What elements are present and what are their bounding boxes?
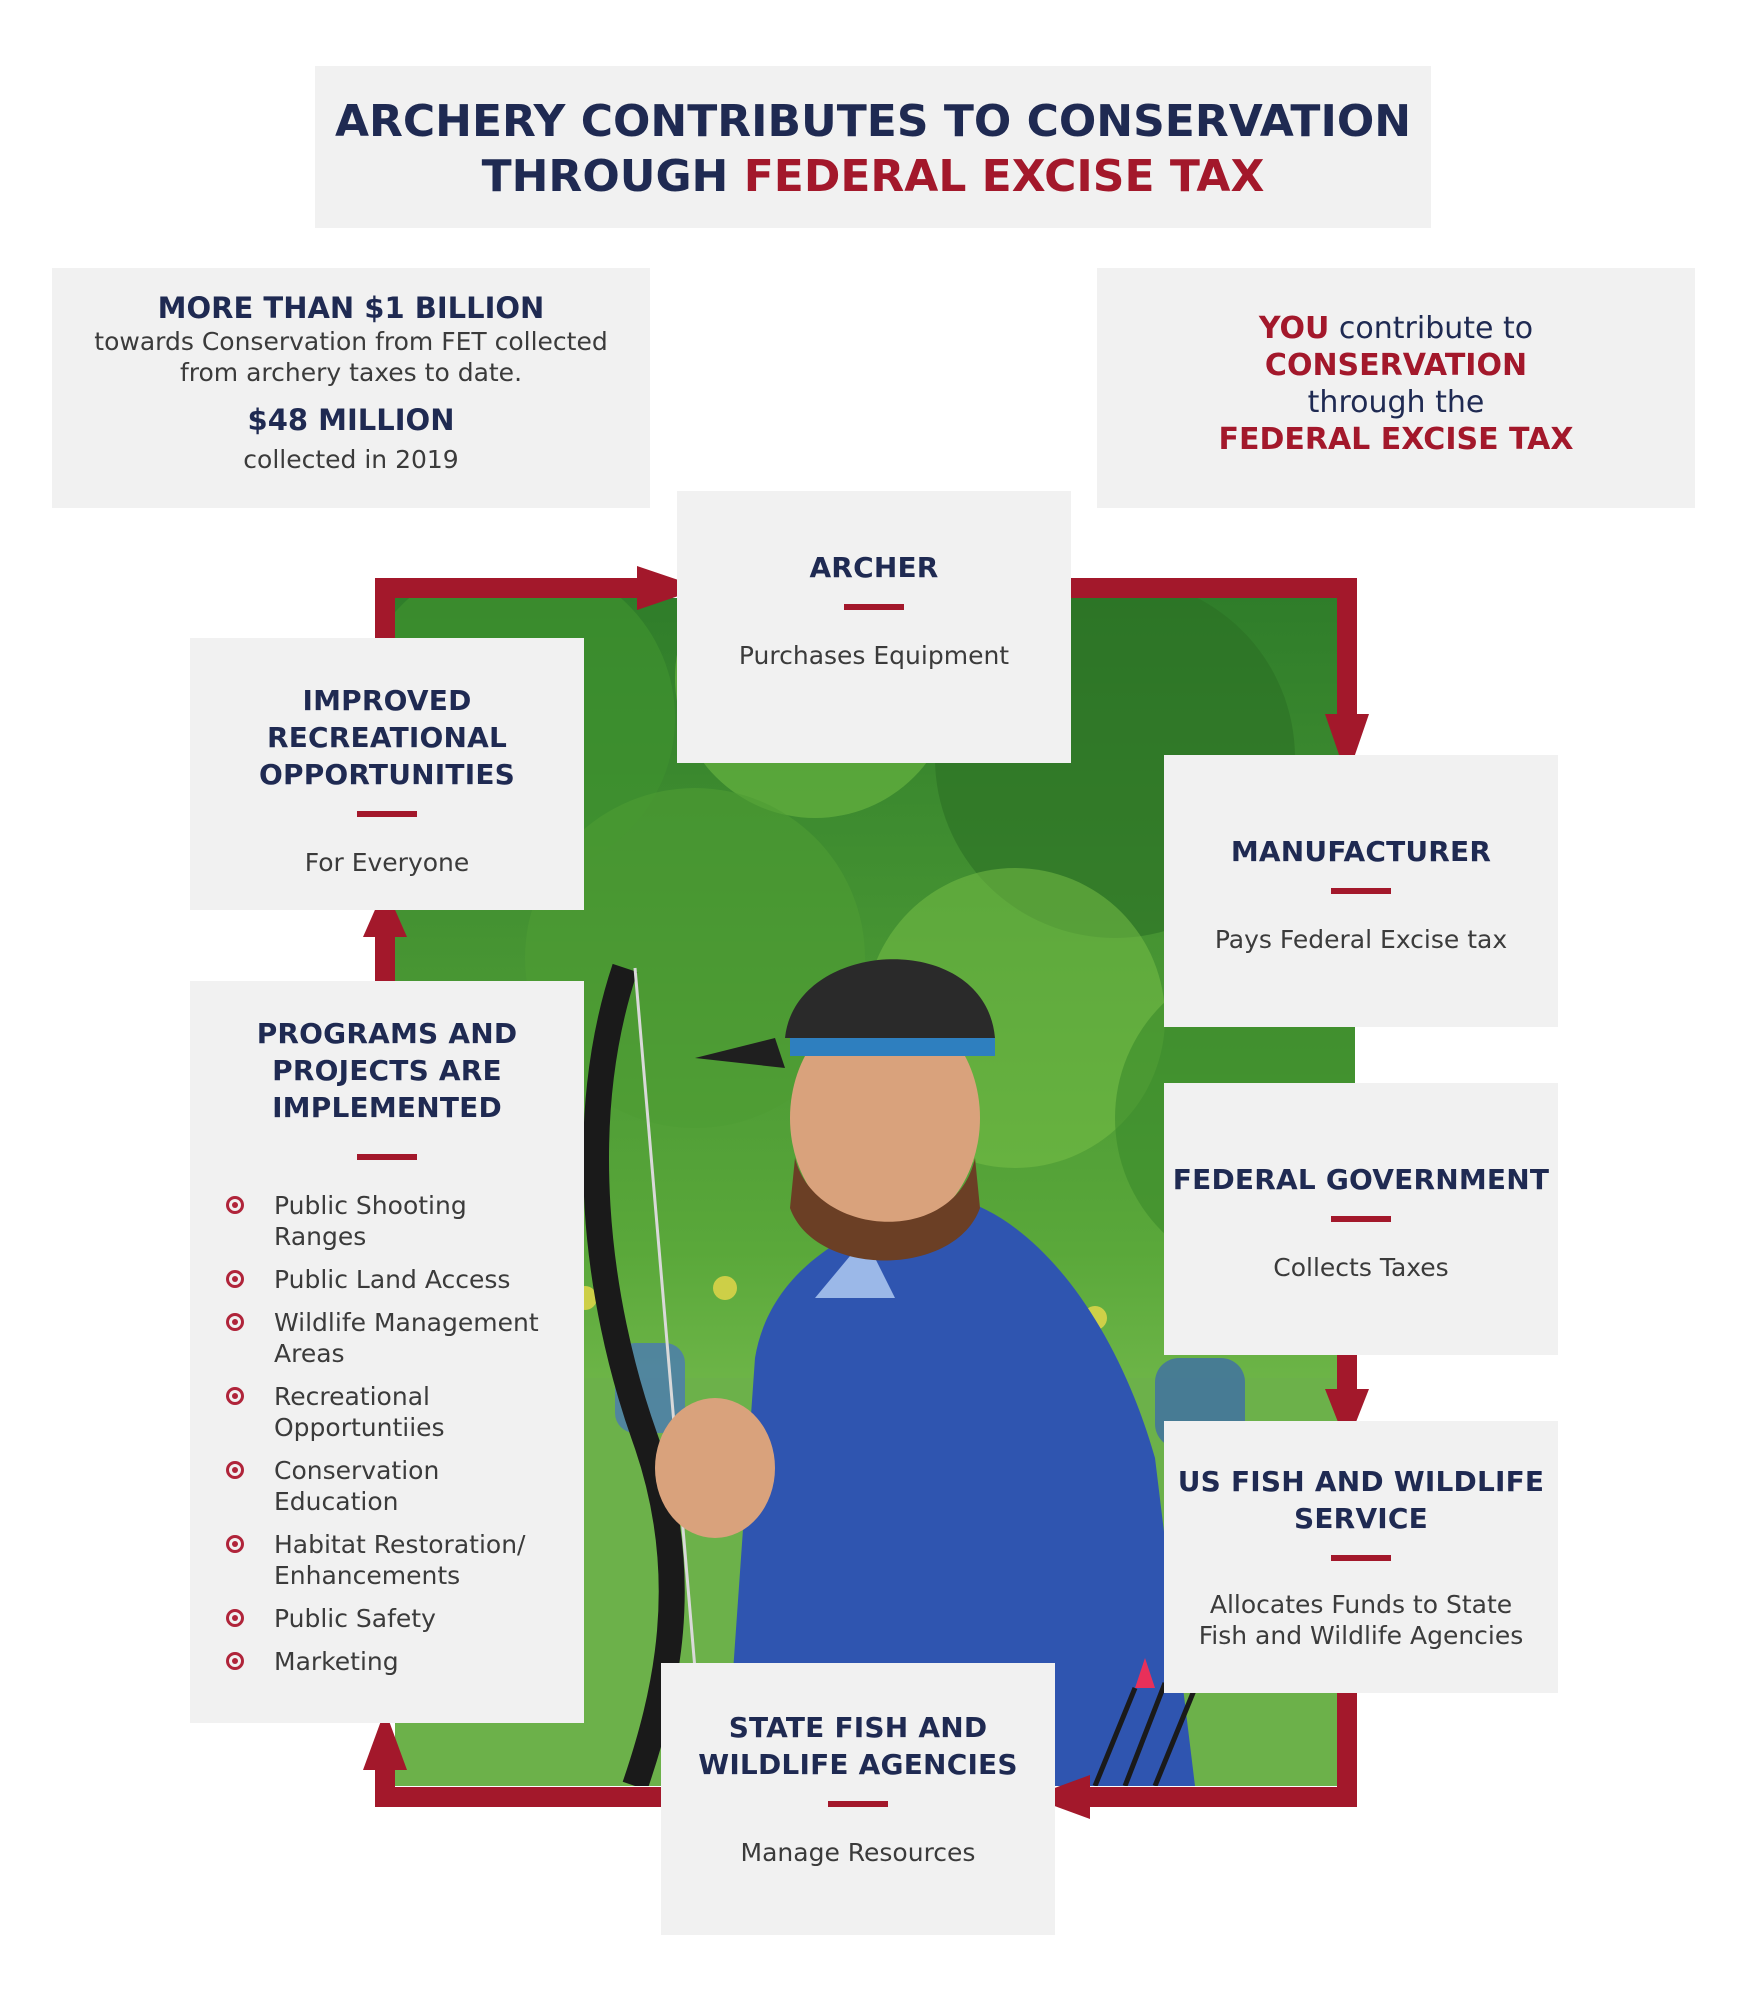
divider [357, 1154, 417, 1160]
step-manufacturer [1164, 755, 1558, 1027]
list-item [226, 1381, 584, 1443]
divider [1331, 1555, 1391, 1561]
step-manufacturer-desc: Pays Federal Excise tax [1214, 925, 1508, 954]
programs-list [190, 1190, 584, 1677]
title-line-1: ARCHERY CONTRIBUTES TO CONSERVATION [334, 96, 1412, 147]
arrow-seg-programs-up [375, 935, 395, 981]
step-state-title-2: WILDLIFE AGENCIES [698, 1748, 1018, 1781]
bullet-icon [226, 1461, 244, 1479]
list-item-line-2: Opportuntiies [274, 1413, 445, 1442]
list-item [226, 1646, 584, 1677]
list-item [226, 1455, 584, 1517]
arrow-seg-top [375, 578, 637, 598]
list-item-line-2: Education [274, 1487, 399, 1516]
bullet-icon [226, 1609, 244, 1627]
divider [1331, 888, 1391, 894]
title-highlight: FEDERAL EXCISE TAX [743, 151, 1265, 202]
bullet-icon [226, 1196, 244, 1214]
step-usfws-title-1: US FISH AND WILDLIFE [1177, 1465, 1545, 1498]
arrow-seg-right-down [1337, 578, 1357, 714]
stat-billion-desc-1: towards Conservation from FET collected [94, 327, 608, 356]
step-fedgov-title: FEDERAL GOVERNMENT [1172, 1163, 1550, 1196]
step-improved-title-1: IMPROVED [302, 684, 472, 717]
step-usfws-desc-2: Fish and Wildlife Agencies [1198, 1621, 1524, 1650]
title-banner [315, 66, 1431, 228]
you-line-1 [1097, 310, 1695, 347]
stats-panel [52, 268, 650, 508]
list-item-line-1: Recreational [274, 1382, 430, 1411]
step-archer [677, 491, 1071, 763]
you-line-4: FEDERAL EXCISE TAX [1218, 422, 1574, 457]
list-item [226, 1529, 584, 1591]
divider [828, 1801, 888, 1807]
step-usfws-desc-1: Allocates Funds to State [1209, 1590, 1513, 1619]
step-fedgov-desc: Collects Taxes [1273, 1253, 1449, 1282]
divider [357, 811, 417, 817]
title-line-2 [315, 149, 1431, 204]
contribute-word: contribute to [1329, 311, 1534, 346]
you-line-2: CONSERVATION [1264, 348, 1528, 383]
you-line-3: through the [1307, 385, 1485, 420]
step-usfws-title-2: SERVICE [1293, 1502, 1429, 1535]
list-item [226, 1190, 584, 1252]
list-item-line-1: Conservation [274, 1456, 440, 1485]
list-item-line-2: Ranges [274, 1222, 367, 1251]
step-state-title-1: STATE FISH AND [728, 1711, 988, 1744]
list-item [226, 1264, 584, 1295]
list-item-line-1: Marketing [274, 1647, 399, 1676]
step-archer-desc: Purchases Equipment [738, 641, 1010, 670]
step-programs-title-2: PROJECTS ARE [272, 1054, 502, 1087]
you-contribute-panel [1097, 268, 1695, 508]
list-item-line-2: Enhancements [274, 1561, 461, 1590]
step-archer-title: ARCHER [809, 551, 939, 584]
step-federal-government [1164, 1083, 1558, 1355]
stat-billion: MORE THAN $1 BILLION [157, 291, 545, 325]
list-item-line-1: Wildlife Management [274, 1308, 539, 1337]
list-item [226, 1603, 584, 1634]
arrow-seg-bottom-left [375, 1787, 661, 1807]
list-item-line-1: Public Safety [274, 1604, 436, 1633]
divider [844, 604, 904, 610]
stat-billion-desc-2: from archery taxes to date. [179, 358, 523, 387]
divider [1331, 1216, 1391, 1222]
you-word: YOU [1258, 311, 1330, 346]
step-us-fish-wildlife [1164, 1421, 1558, 1693]
arrow-seg-bottom-right [1090, 1787, 1357, 1807]
title-prefix: THROUGH [481, 151, 744, 202]
list-item-line-1: Habitat Restoration/ [274, 1530, 526, 1559]
step-improved-title-3: OPPORTUNITIES [258, 758, 516, 791]
step-improved-desc: For Everyone [304, 848, 470, 877]
list-item-line-1: Public Land Access [274, 1265, 511, 1294]
step-improved-title-2: RECREATIONAL [266, 721, 508, 754]
bullet-icon [226, 1535, 244, 1553]
arrow-seg-left-up [375, 1770, 395, 1807]
step-programs-title-3: IMPLEMENTED [272, 1091, 502, 1124]
step-state-agencies [661, 1663, 1055, 1935]
step-improved-opportunities [190, 638, 584, 910]
arrow-seg-fedgov-down [1337, 1355, 1357, 1389]
bullet-icon [226, 1387, 244, 1405]
stat-million: $48 MILLION [247, 403, 455, 437]
bullet-icon [226, 1270, 244, 1288]
bullet-icon [226, 1313, 244, 1331]
step-state-desc: Manage Resources [740, 1838, 976, 1867]
stat-million-desc: collected in 2019 [243, 445, 459, 474]
list-item [226, 1307, 584, 1369]
bullet-icon [226, 1652, 244, 1670]
step-programs-projects [190, 981, 584, 1723]
step-manufacturer-title: MANUFACTURER [1230, 835, 1492, 868]
list-item-line-2: Areas [274, 1339, 345, 1368]
list-item-line-1: Public Shooting [274, 1191, 467, 1220]
step-programs-title-1: PROGRAMS AND [256, 1017, 518, 1050]
arrow-seg-top-right [1071, 578, 1357, 598]
